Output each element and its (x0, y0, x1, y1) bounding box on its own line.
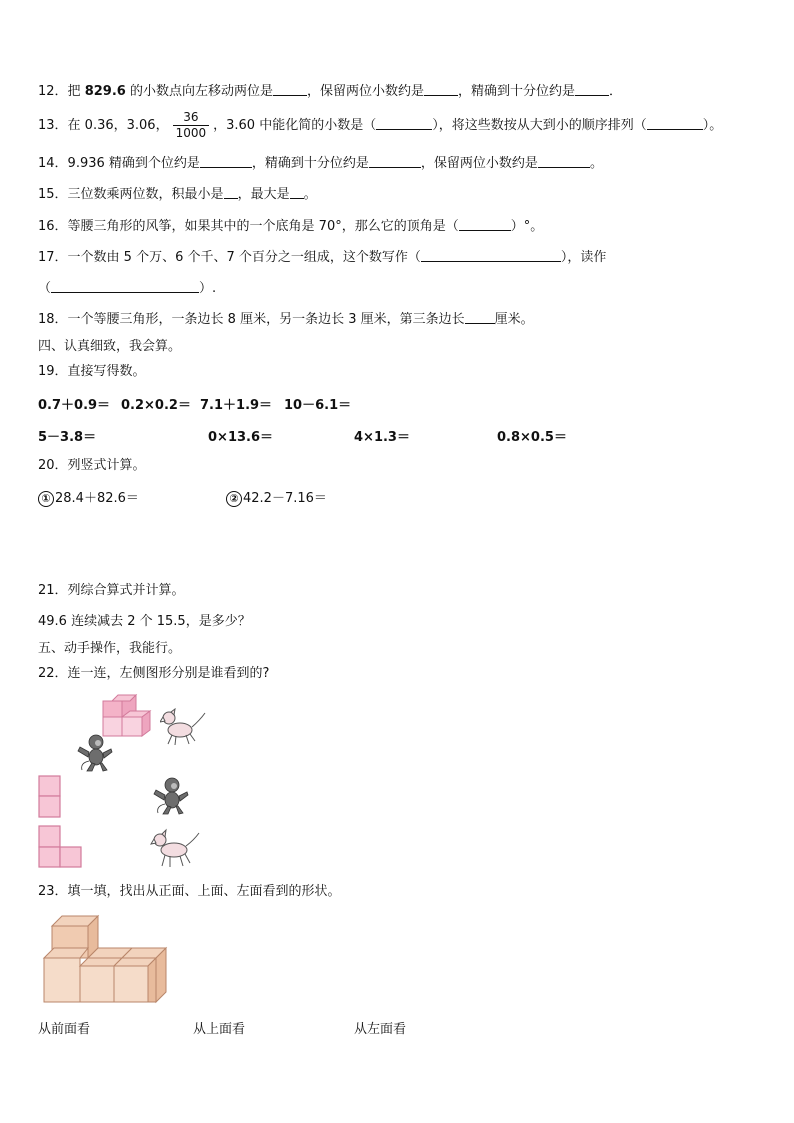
view-shape-b (38, 825, 84, 869)
question-text: ，精确到十分位约是 (251, 156, 369, 171)
question-12 (38, 83, 622, 101)
calc-item: 0×13.6＝ (208, 430, 274, 445)
question-text: ，保留两位小数约是 (306, 84, 424, 99)
question-number: 15． (38, 187, 68, 202)
question-17-continued (38, 280, 216, 298)
calc-item: 4×1.3＝ (354, 430, 410, 445)
question-text: ． (608, 84, 622, 99)
question-13 (38, 108, 722, 144)
question-21-title: 21．列综合算式并计算。 (38, 583, 185, 598)
question-15 (38, 186, 317, 204)
question-text: ，3.60 中能化简的小数是（ (213, 118, 377, 133)
question-19-title: 19．直接写得数。 (38, 364, 146, 379)
answer-blank[interactable] (538, 155, 590, 168)
question-text: ），读作 (560, 250, 607, 265)
tan-cube-arrangement (42, 914, 172, 1006)
answer-blank[interactable] (376, 117, 432, 130)
question-number: 13． (38, 118, 68, 133)
expression: 28.4＋82.6＝ (55, 491, 139, 506)
section-4-heading: 四、认真细致，我会算。 (38, 339, 182, 354)
question-text: 。 (303, 187, 317, 202)
question-text: 三位数乘两位数，积最小是 (67, 187, 224, 202)
circled-number: ① (38, 491, 54, 507)
answer-blank[interactable] (369, 155, 421, 168)
question-text: 9.936 精确到个位约是 (67, 156, 200, 171)
circled-number: ② (226, 491, 242, 507)
expression: 42.2－7.16＝ (243, 491, 327, 506)
question-number: 12． (38, 84, 68, 99)
calc-item: 10－6.1＝ (284, 398, 352, 413)
question-21-text: 49.6 连续减去 2 个 15.5，是多少？ (38, 614, 251, 629)
question-text: ），将这些数按从大到小的顺序排列（ (432, 118, 647, 133)
question-16 (38, 218, 543, 236)
question-text: 把 (67, 84, 85, 99)
question-text: 一个等腰三角形，一条边长 8 厘米，另一条边长 3 厘米，第三条边长 (67, 312, 465, 327)
question-20-title: 20．列竖式计算。 (38, 458, 146, 473)
answer-blank[interactable] (290, 186, 304, 199)
fraction-denominator: 1000 (175, 126, 207, 140)
answer-blank[interactable] (421, 249, 561, 262)
fraction (173, 110, 210, 141)
question-text: ）°。 (510, 219, 544, 234)
view-shape-a (38, 775, 62, 819)
answer-blank[interactable] (459, 218, 511, 231)
question-text: ，精确到十分位约是 (457, 84, 575, 99)
answer-blank[interactable] (224, 186, 238, 199)
answer-blank[interactable] (465, 311, 495, 324)
dog-figure (150, 828, 202, 870)
calc-item: 0.2×0.2＝ (121, 398, 191, 413)
question-text: ，保留两位小数约是 (420, 156, 538, 171)
dog-figure (160, 708, 208, 748)
monkey-figure (76, 733, 116, 773)
view-label-top: 从上面看 (193, 1022, 246, 1037)
question-text: 一个数由 5 个万、6 个千、7 个百分之一组成，这个数写作（ (67, 250, 421, 265)
answer-blank[interactable] (575, 83, 609, 96)
calc-item: 7.1＋1.9＝ (200, 398, 273, 413)
question-number: 17． (38, 250, 68, 265)
question-17 (38, 249, 606, 267)
question-22-title: 22．连一连，左侧图形分别是谁看到的? (38, 666, 270, 681)
vertical-calc-1 (38, 487, 139, 507)
question-text: 在 0.36，3.06， (67, 118, 169, 133)
answer-blank[interactable] (424, 83, 458, 96)
calc-item: 0.8×0.5＝ (497, 430, 567, 445)
question-text: 厘米。 (494, 312, 534, 327)
answer-blank[interactable] (51, 280, 199, 293)
fraction-numerator: 36 (173, 110, 210, 126)
calc-item: 5－3.8＝ (38, 430, 97, 445)
question-number: 16． (38, 219, 68, 234)
section-5-heading: 五、动手操作，我能行。 (38, 641, 182, 656)
answer-blank[interactable] (647, 117, 703, 130)
question-text: ）. (199, 281, 217, 296)
question-number: 14． (38, 156, 68, 171)
question-text: ）。 (702, 118, 723, 133)
question-23-title: 23．填一填，找出从正面、上面、左面看到的形状。 (38, 884, 341, 899)
question-text: 。 (589, 156, 603, 171)
question-text: ，最大是 (237, 187, 290, 202)
vertical-calc-2 (226, 487, 327, 507)
answer-blank[interactable] (273, 83, 307, 96)
answer-blank[interactable] (200, 155, 252, 168)
view-label-front: 从前面看 (38, 1022, 91, 1037)
monkey-figure (152, 776, 192, 816)
question-text: 等腰三角形的风筝，如果其中的一个底角是 70°，那么它的顶角是（ (67, 219, 459, 234)
question-text: 的小数点向左移动两位是 (125, 84, 273, 99)
view-label-left: 从左面看 (354, 1022, 407, 1037)
question-value: 829.6 (84, 84, 126, 99)
question-number: 18． (38, 312, 68, 327)
question-18 (38, 311, 534, 329)
calc-item: 0.7＋0.9＝ (38, 398, 111, 413)
question-text: （ (38, 281, 52, 296)
question-14 (38, 155, 603, 173)
